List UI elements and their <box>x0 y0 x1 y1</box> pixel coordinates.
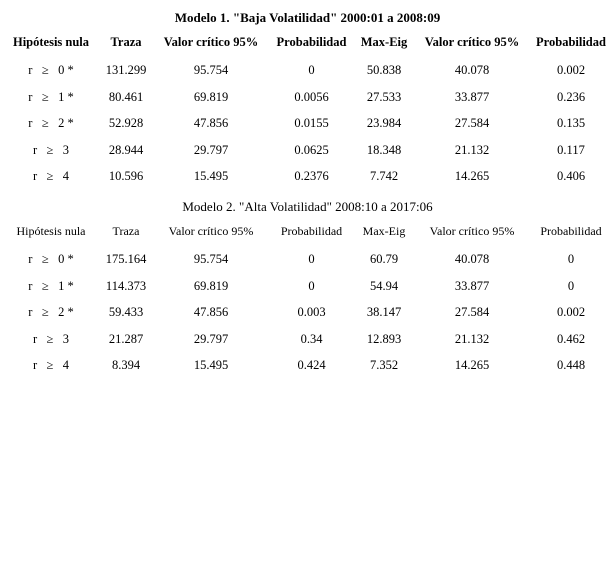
cell-hypothesis: r ≥ 3 <box>32 331 70 346</box>
cell-critical-value: 33.877 <box>454 89 490 104</box>
cell-probability: 0.34 <box>300 331 323 346</box>
cell-hypothesis: r ≥ 2 * <box>28 116 74 130</box>
table-row <box>2 84 613 111</box>
cell-traza: 8.394 <box>111 358 141 372</box>
cell-probability: 0.448 <box>556 358 586 372</box>
header-valor-critico-traza: Valor crítico 95% <box>163 35 259 49</box>
header-traza: Traza <box>110 35 142 49</box>
table-header-row <box>2 217 613 246</box>
cell-critical-value: 40.078 <box>454 252 490 266</box>
cell-critical-value: 15.495 <box>193 169 229 183</box>
cell-max-eig: 54.94 <box>369 278 399 293</box>
cell-max-eig: 23.984 <box>366 116 402 130</box>
cell-probability: 0.0625 <box>294 142 329 157</box>
table-row <box>2 352 613 379</box>
cell-critical-value: 95.754 <box>193 252 229 266</box>
cell-hypothesis: r ≥ 1 * <box>28 89 74 104</box>
cell-probability: 0.462 <box>556 331 586 346</box>
cell-traza: 21.287 <box>108 331 144 346</box>
cell-probability: 0.406 <box>556 169 586 183</box>
cell-critical-value: 21.132 <box>454 142 490 157</box>
cell-traza: 28.944 <box>108 142 144 157</box>
cell-probability: 0 <box>567 278 575 293</box>
header-max-eig: Max-Eig <box>360 35 408 49</box>
model-1-title: Modelo 1. "Baja Volatilidad" 2000:01 a 2008:09 <box>174 10 441 25</box>
cell-critical-value: 29.797 <box>193 142 229 157</box>
cell-critical-value: 15.495 <box>193 358 229 372</box>
cell-critical-value: 47.856 <box>193 116 229 130</box>
header-probabilidad-traza: Probabilidad <box>276 35 347 49</box>
header-probabilidad-traza: Probabilidad <box>280 224 343 238</box>
cell-max-eig: 7.352 <box>369 358 399 372</box>
cell-max-eig: 38.147 <box>366 305 402 319</box>
cell-traza: 80.461 <box>108 89 144 104</box>
table-row <box>2 246 613 273</box>
cell-max-eig: 18.348 <box>366 142 402 157</box>
header-probabilidad-max-eig: Probabilidad <box>536 35 606 49</box>
cell-critical-value: 27.584 <box>454 116 490 130</box>
model-2-section <box>0 197 615 379</box>
cell-probability: 0.002 <box>556 63 586 77</box>
cell-traza: 175.164 <box>105 252 147 266</box>
cell-traza: 131.299 <box>105 63 147 77</box>
cell-probability: 0.003 <box>297 305 326 319</box>
header-traza: Traza <box>112 224 140 238</box>
cell-probability: 0.236 <box>556 89 586 104</box>
model-1-table <box>2 28 613 190</box>
cell-hypothesis: r ≥ 3 <box>32 142 70 157</box>
table-row <box>2 137 613 164</box>
header-valor-critico-max-eig: Valor crítico 95% <box>424 35 520 49</box>
table-row <box>2 163 613 190</box>
model-1-section <box>0 8 615 190</box>
header-hipotesis-nula: Hipótesis nula <box>12 35 90 49</box>
cell-probability: 0.002 <box>556 305 586 319</box>
cell-probability: 0 <box>308 63 315 77</box>
cell-probability: 0 <box>308 278 315 293</box>
cell-probability: 0.117 <box>557 142 585 157</box>
cell-hypothesis: r ≥ 4 <box>32 358 70 372</box>
cell-critical-value: 69.819 <box>193 278 229 293</box>
cell-probability: 0.2376 <box>294 169 329 183</box>
cell-critical-value: 33.877 <box>454 278 490 293</box>
header-valor-critico-max-eig: Valor crítico 95% <box>429 224 515 238</box>
header-probabilidad-max-eig: Probabilidad <box>540 224 602 238</box>
table-row <box>2 299 613 326</box>
cell-max-eig: 50.838 <box>366 63 402 77</box>
cell-critical-value: 27.584 <box>454 305 490 319</box>
model-2-table <box>2 217 613 379</box>
table-row <box>2 110 613 137</box>
cell-hypothesis: r ≥ 0 * <box>28 63 74 77</box>
cell-critical-value: 95.754 <box>193 63 229 77</box>
cell-probability: 0.135 <box>556 116 586 130</box>
cell-probability: 0.424 <box>297 358 326 372</box>
cell-critical-value: 69.819 <box>193 89 229 104</box>
cell-probability: 0 <box>567 252 575 266</box>
cell-traza: 52.928 <box>108 116 144 130</box>
cell-critical-value: 47.856 <box>193 305 229 319</box>
header-valor-critico-traza: Valor crítico 95% <box>168 224 254 238</box>
cell-critical-value: 21.132 <box>454 331 490 346</box>
table-row <box>2 273 613 300</box>
cell-critical-value: 14.265 <box>454 358 490 372</box>
cell-traza: 114.373 <box>105 278 147 293</box>
cell-hypothesis: r ≥ 4 <box>32 169 70 183</box>
cell-max-eig: 60.79 <box>369 252 399 266</box>
header-hipotesis-nula: Hipótesis nula <box>16 224 86 238</box>
cell-critical-value: 14.265 <box>454 169 490 183</box>
table-row <box>2 57 613 84</box>
cell-probability: 0 <box>308 252 315 266</box>
table-header-row <box>2 28 613 57</box>
cell-hypothesis: r ≥ 2 * <box>28 305 74 319</box>
table-row <box>2 326 613 353</box>
cell-max-eig: 12.893 <box>366 331 402 346</box>
cell-probability: 0.0056 <box>294 89 329 104</box>
cell-probability: 0.0155 <box>294 116 329 130</box>
model-2-title: Modelo 2. "Alta Volatilidad" 2008:10 a 2017:06 <box>182 199 433 214</box>
cell-max-eig: 7.742 <box>369 169 399 183</box>
cell-critical-value: 40.078 <box>454 63 490 77</box>
cell-max-eig: 27.533 <box>366 89 402 104</box>
cell-traza: 10.596 <box>108 169 144 183</box>
cell-traza: 59.433 <box>108 305 144 319</box>
header-max-eig: Max-Eig <box>362 224 406 238</box>
cell-critical-value: 29.797 <box>193 331 229 346</box>
cell-hypothesis: r ≥ 0 * <box>28 252 74 266</box>
cell-hypothesis: r ≥ 1 * <box>28 278 74 293</box>
